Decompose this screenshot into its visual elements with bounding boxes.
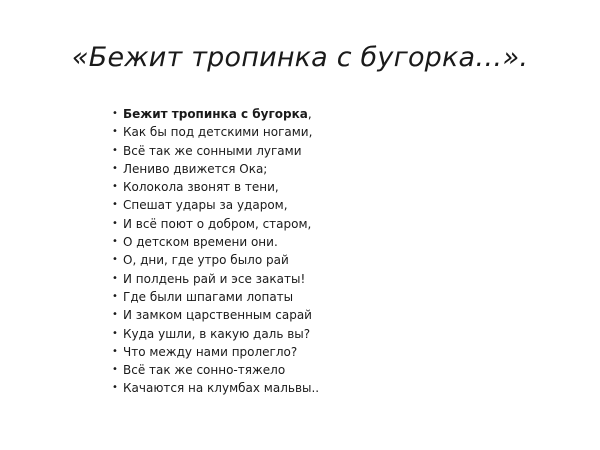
poem-line	[112, 288, 319, 306]
poem-line	[112, 196, 319, 214]
bullet-icon: •	[112, 364, 118, 376]
poem-line	[112, 306, 319, 324]
bullet-icon: •	[112, 382, 118, 394]
poem-line	[112, 361, 319, 379]
poem-line-text: О, дни, где утро было рай	[123, 253, 289, 268]
bullet-icon: •	[112, 162, 118, 174]
poem-line-bold: Бежит тропинка с бугорка	[123, 107, 308, 121]
bullet-icon: •	[112, 181, 118, 193]
poem-line-text: Что между нами пролегло?	[123, 344, 298, 359]
poem-line-text: Всё так же сонно-тяжело	[123, 363, 286, 378]
poem-line-text: И замком царственным сарай	[123, 308, 312, 323]
poem-line-text: Всё так же сонными лугами	[123, 143, 302, 158]
slide-title: «Бежит тропинка с бугорка…».	[71, 42, 529, 73]
poem-line-text: Лениво движется Ока;	[123, 161, 268, 176]
poem-line-text: Колокола звонят в тени,	[123, 180, 279, 195]
bullet-icon: •	[112, 108, 118, 119]
poem-line-text: Спешат удары за ударом,	[123, 198, 288, 213]
poem-line-text: И полдень рай и эсе закаты!	[123, 271, 306, 286]
poem-line-text: О детском времени они.	[123, 235, 278, 250]
poem-line	[112, 325, 319, 343]
poem-line	[112, 233, 319, 251]
bullet-icon: •	[112, 345, 118, 357]
poem-line	[112, 343, 319, 361]
bullet-icon: •	[112, 199, 118, 211]
bullet-icon: •	[112, 236, 118, 248]
poem-line	[112, 270, 319, 288]
poem-line	[112, 215, 319, 233]
poem-line	[112, 379, 319, 397]
poem-line-punct: ,	[307, 107, 312, 121]
poem-line-text: Качаются на клумбах мальвы..	[123, 381, 320, 396]
bullet-icon: •	[112, 272, 118, 284]
poem-line	[112, 160, 319, 178]
poem-line	[112, 123, 319, 141]
bullet-icon: •	[112, 254, 118, 266]
bullet-icon: •	[112, 290, 118, 302]
poem-line-text: И всё поют о добром, старом,	[123, 216, 312, 231]
bullet-icon: •	[112, 327, 118, 339]
bullet-icon: •	[112, 309, 118, 321]
bullet-icon: •	[112, 126, 118, 138]
poem-line	[112, 105, 319, 123]
poem-line	[112, 251, 319, 269]
poem-line	[112, 178, 319, 196]
poem-line-text: Где были шпагами лопаты	[123, 289, 294, 304]
bullet-icon: •	[112, 144, 118, 156]
poem-line	[112, 142, 319, 160]
bullet-icon: •	[112, 217, 118, 229]
poem-line-text: Куда ушли, в какую даль вы?	[123, 326, 311, 341]
poem-list	[112, 105, 319, 398]
poem-line-text: Как бы под детскими ногами,	[123, 125, 313, 140]
